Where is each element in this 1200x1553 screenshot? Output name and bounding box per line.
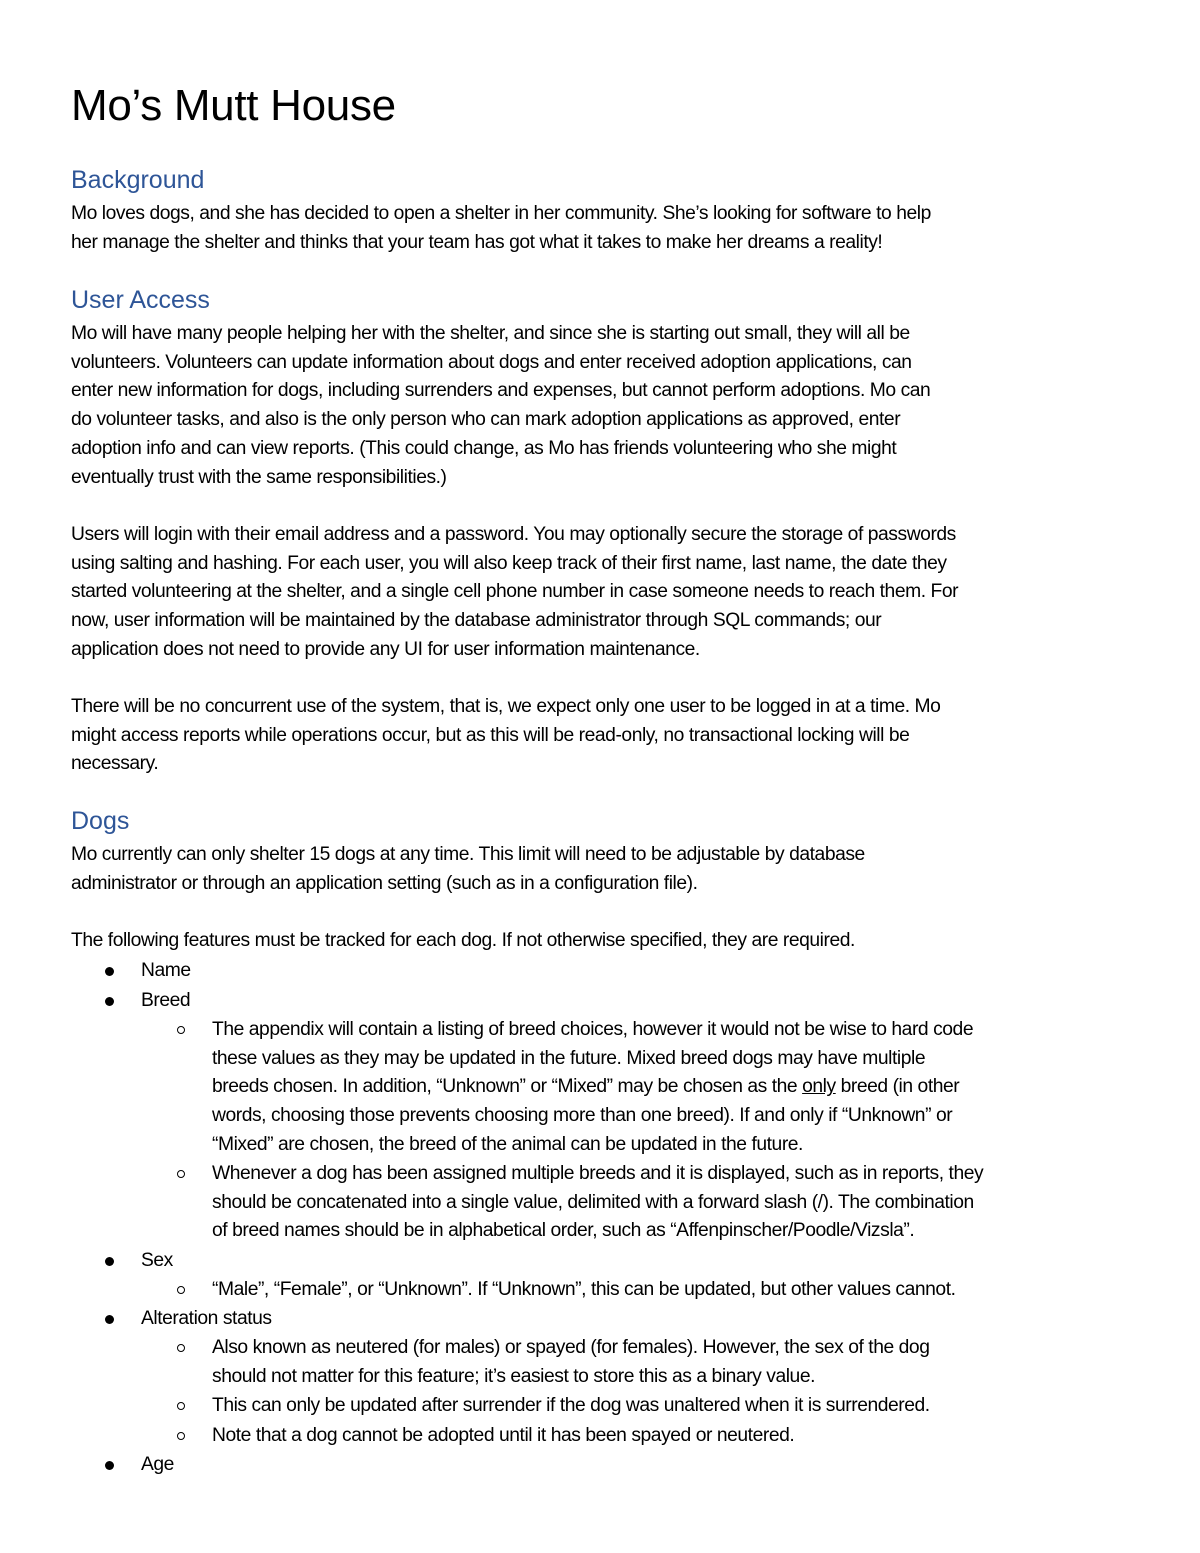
text-line: Mo currently can only shelter 15 dogs at any time. This limit will need to be adjustable by database: [71, 844, 865, 865]
text-line: might access reports while operations occur, but as this will be read-only, no transactional locking will be: [71, 724, 910, 746]
text-line: The appendix will contain a listing of breed choices, however it would not be wise to hard code: [212, 1019, 974, 1040]
heading-background: Background: [71, 166, 205, 194]
text-line: application does not need to provide any UI for user information maintenance.: [71, 638, 700, 660]
dogs-paragraph-1: [71, 841, 1131, 898]
document-title: Mo’s Mutt House: [71, 81, 396, 130]
heading-dogs: Dogs: [71, 807, 130, 835]
sub-item-text: [212, 1016, 1132, 1160]
text-line: of breed names should be in alphabetical order, such as “Affenpinscher/Poodle/Vizsla”.: [212, 1220, 915, 1242]
list-item-label: Age: [141, 1454, 174, 1475]
text-line: enter new information for dogs, including surrenders and expenses, but cannot perform adoptions. Mo can: [71, 380, 931, 402]
text-line: should not matter for this feature; it’s easiest to store this as a binary value.: [212, 1365, 816, 1387]
heading-user-access: User Access: [71, 286, 210, 314]
text-line: administrator or through an application setting (such as in a configuration file).: [71, 872, 698, 894]
bullet-dot-icon: [105, 1315, 114, 1324]
text-line: necessary.: [71, 753, 159, 775]
text-line: “Male”, “Female”, or “Unknown”. If “Unknown”, this can be updated, but other values cannot.: [212, 1279, 956, 1300]
text-line: eventually trust with the same responsibilities.): [71, 466, 447, 488]
text-line: Note that a dog cannot be adopted until it has been spayed or neutered.: [212, 1425, 795, 1446]
list-item-label: Name: [141, 960, 191, 981]
text-line: There will be no concurrent use of the system, that is, we expect only one user to be logged in at a time. Mo: [71, 696, 941, 717]
text-line: these values as they may be updated in the future. Mixed breed dogs may have multiple: [212, 1047, 926, 1069]
bullet-circle-icon: [177, 1170, 185, 1178]
bullet-circle-icon: [177, 1286, 185, 1294]
text-line: Also known as neutered (for males) or spayed (for females). However, the sex of the dog: [212, 1337, 930, 1358]
text-line: volunteers. Volunteers can update information about dogs and enter received adoption applications, can: [71, 351, 912, 373]
bullet-circle-icon: [177, 1402, 185, 1410]
bullet-dot-icon: [105, 1461, 114, 1470]
sub-item-text: [212, 1422, 1132, 1451]
text-line: “Mixed” are chosen, the breed of the animal can be updated in the future.: [212, 1133, 803, 1155]
text-line: This can only be updated after surrender if the dog was unaltered when it is surrendered.: [212, 1395, 930, 1416]
text-line: Mo loves dogs, and she has decided to open a shelter in her community. She’s looking for software to help: [71, 203, 931, 224]
user-access-paragraph-3: [71, 693, 1131, 779]
text-line: Whenever a dog has been assigned multiple breeds and it is displayed, such as in reports, they: [212, 1163, 984, 1184]
bullet-dot-icon: [105, 997, 114, 1006]
bullet-dot-icon: [105, 967, 114, 976]
text-line: her manage the shelter and thinks that your team has got what it takes to make her dreams a reality!: [71, 231, 883, 253]
text-line: using salting and hashing. For each user, you will also keep track of their first name, last name, the date they: [71, 552, 947, 574]
sub-item-text: [212, 1334, 1132, 1391]
text-line: Users will login with their email address and a password. You may optionally secure the storage of passwords: [71, 524, 956, 545]
text-line: now, user information will be maintained by the database administrator through SQL commands; our: [71, 610, 882, 632]
list-item-label: Alteration status: [141, 1308, 272, 1329]
text-segment: breeds chosen. In addition, “Unknown” or “Mixed” may be chosen as the: [212, 1076, 803, 1098]
list-item-label: Breed: [141, 990, 191, 1011]
text-line: should be concatenated into a single value, delimited with a forward slash (/). The combination: [212, 1191, 974, 1213]
underlined-word: only: [802, 1076, 836, 1098]
bullet-dot-icon: [105, 1257, 114, 1266]
bullet-circle-icon: [177, 1344, 185, 1352]
text-line: Mo will have many people helping her with the shelter, and since she is starting out small, they will all be: [71, 323, 910, 344]
text-line: [212, 1073, 1132, 1102]
bullet-circle-icon: [177, 1432, 185, 1440]
text-line: do volunteer tasks, and also is the only person who can mark adoption applications as approved, enter: [71, 409, 901, 431]
text-line: adoption info and can view reports. (This could change, as Mo has friends volunteering who she might: [71, 437, 897, 459]
list-item-label: Sex: [141, 1250, 173, 1271]
text-segment: breed (in other: [835, 1076, 960, 1098]
text-line: The following features must be tracked for each dog. If not otherwise specified, they are required.: [71, 930, 855, 951]
sub-item-text: [212, 1392, 1132, 1421]
user-access-paragraph-2: [71, 521, 1131, 665]
background-paragraph: [71, 200, 1131, 257]
user-access-paragraph-1: [71, 320, 1131, 492]
sub-item-text: [212, 1160, 1132, 1246]
sub-item-text: [212, 1276, 1132, 1305]
text-line: words, choosing those prevents choosing more than one breed). If and only if “Unknown” or: [212, 1105, 953, 1127]
dogs-paragraph-2: [71, 927, 1131, 956]
bullet-circle-icon: [177, 1026, 185, 1034]
text-line: started volunteering at the shelter, and a single cell phone number in case someone needs to reach them. For: [71, 581, 959, 603]
